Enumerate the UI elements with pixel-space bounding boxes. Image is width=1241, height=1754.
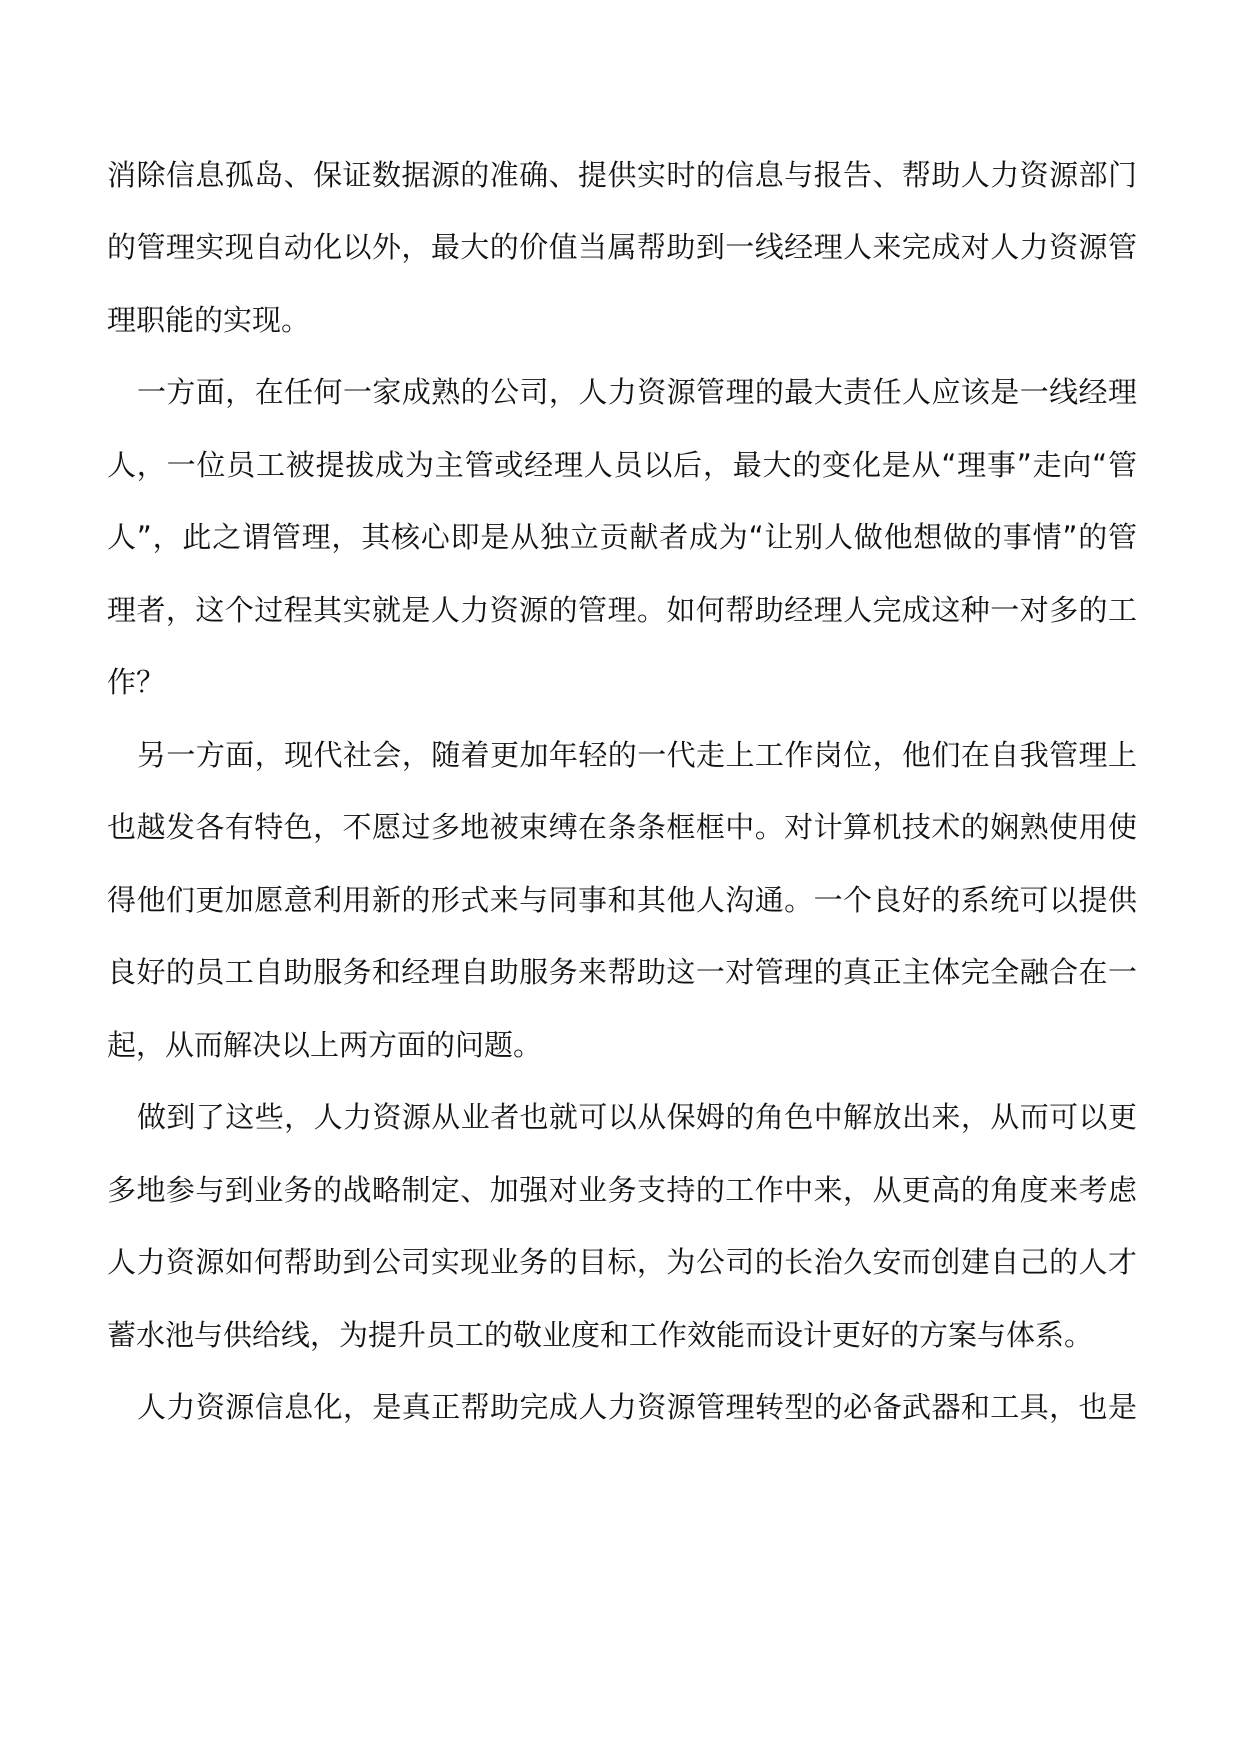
- text-line: 理职能的实现。: [107, 303, 311, 337]
- text-line: 理者，这个过程其实就是人力资源的管理。如何帮助经理人完成这种一对多的工: [107, 593, 1137, 627]
- text-line: 人力资源信息化，是真正帮助完成人力资源管理转型的必备武器和工具，也是: [137, 1390, 1137, 1424]
- text-line: 另一方面，现代社会，随着更加年轻的一代走上工作岗位，他们在自我管理上: [137, 738, 1137, 772]
- text-line: 人，一位员工被提拔成为主管或经理人员以后，最大的变化是从“理事”走向“管: [107, 448, 1137, 482]
- text-line: 蓄水池与供给线，为提升员工的敬业度和工作效能而设计更好的方案与体系。: [107, 1318, 1094, 1352]
- text-line: 得他们更加愿意利用新的形式来与同事和其他人沟通。一个良好的系统可以提供: [107, 883, 1137, 917]
- text-line: 也越发各有特色，不愿过多地被束缚在条条框框中。对计算机技术的娴熟使用使: [107, 810, 1137, 844]
- text-line: 做到了这些，人力资源从业者也就可以从保姆的角色中解放出来，从而可以更: [137, 1100, 1137, 1134]
- text-line: 良好的员工自助服务和经理自助服务来帮助这一对管理的真正主体完全融合在一: [107, 955, 1137, 989]
- text-line: 的管理实现自动化以外，最大的价值当属帮助到一线经理人来完成对人力资源管: [107, 230, 1137, 264]
- text-line: 多地参与到业务的战略制定、加强对业务支持的工作中来，从更高的角度来考虑: [107, 1173, 1137, 1207]
- text-line: 人”，此之谓管理，其核心即是从独立贡献者成为“让别人做他想做的事情”的管: [107, 520, 1137, 554]
- text-line: 起，从而解决以上两方面的问题。: [107, 1028, 543, 1062]
- text-line: 人力资源如何帮助到公司实现业务的目标，为公司的长治久安而创建自己的人才: [107, 1245, 1137, 1279]
- text-line: 一方面，在任何一家成熟的公司，人力资源管理的最大责任人应该是一线经理: [137, 375, 1137, 409]
- text-line: 作？: [107, 665, 166, 699]
- text-line: 消除信息孤岛、保证数据源的准确、提供实时的信息与报告、帮助人力资源部门: [107, 158, 1137, 192]
